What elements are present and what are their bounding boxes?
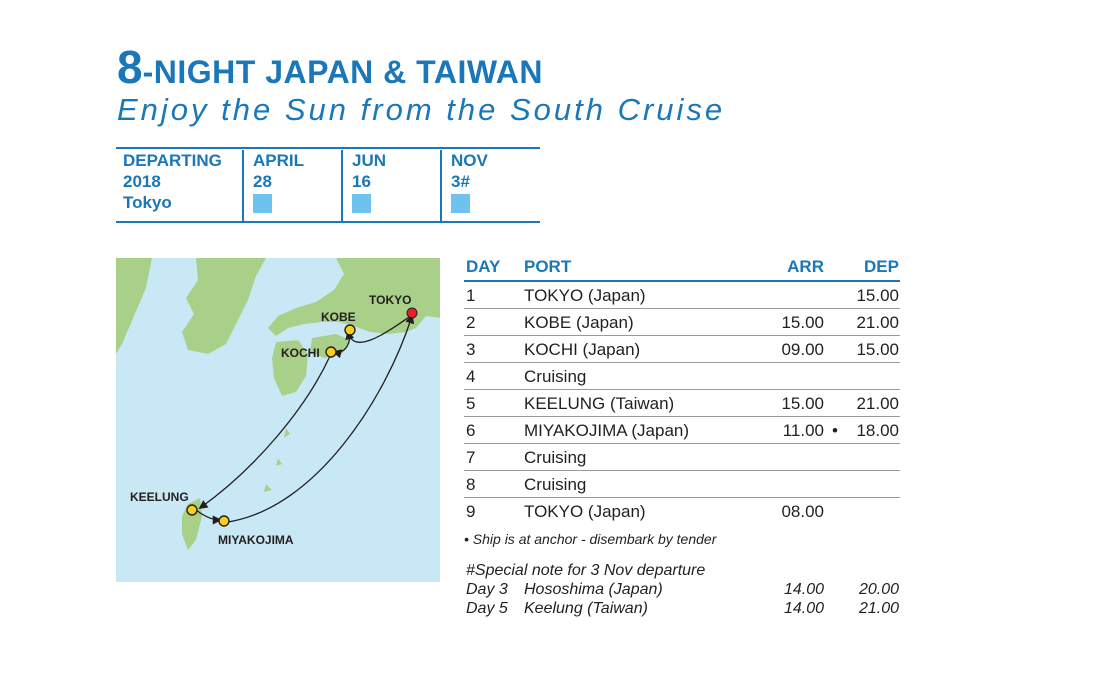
special-arr: 14.00: [783, 600, 824, 617]
row-day: 8: [466, 475, 476, 494]
row-arr: 15.00: [781, 394, 824, 413]
departure-swatch: [253, 194, 272, 213]
departure-day: 16: [352, 172, 371, 191]
row-port: TOKYO (Japan): [524, 502, 646, 521]
port-marker-miyakojima: [219, 516, 229, 526]
table-row: [464, 444, 900, 471]
special-dep: 21.00: [858, 600, 899, 617]
title-nights-number: 8: [117, 41, 143, 93]
departure-month: NOV: [451, 151, 488, 170]
special-note-heading: [464, 562, 900, 581]
departure-swatch: [352, 194, 371, 213]
table-row: [464, 471, 900, 498]
departure-day: 28: [253, 172, 272, 191]
departures-divider: [341, 150, 343, 221]
tender-bullet: •: [832, 421, 838, 440]
departing-label-line3: Tokyo: [123, 193, 172, 212]
departure-month: APRIL: [253, 151, 304, 170]
special-note: [464, 562, 900, 619]
row-port: TOKYO (Japan): [524, 286, 646, 305]
row-arr: 11.00: [782, 421, 824, 440]
special-day: Day 3: [466, 581, 508, 598]
route-map: [116, 258, 440, 582]
header-day: DAY: [466, 257, 501, 276]
row-dep: 15.00: [856, 286, 899, 305]
row-day: 7: [466, 448, 476, 467]
special-note-heading-text: #Special note for 3 Nov departure: [466, 562, 706, 579]
cruise-subtitle: Enjoy the Sun from the South Cruise: [117, 92, 726, 127]
row-day: 4: [466, 367, 476, 386]
departure-date-jun: [352, 150, 386, 213]
special-day: Day 5: [466, 600, 508, 617]
header-dep: DEP: [864, 257, 899, 276]
row-port: KEELUNG (Taiwan): [524, 394, 675, 413]
row-dep: 21.00: [856, 313, 899, 332]
itinerary-header-row: [464, 252, 900, 282]
row-arr: 08.00: [781, 502, 824, 521]
row-dep: 18.00: [856, 421, 899, 440]
row-dep: 15.00: [856, 340, 899, 359]
table-row: [464, 363, 900, 390]
special-note-row: [464, 600, 900, 619]
row-port: MIYAKOJIMA (Japan): [524, 421, 690, 440]
special-note-row: [464, 581, 900, 600]
map-label-miyakojima: MIYAKOJIMA: [218, 533, 294, 547]
itinerary-table: [464, 252, 900, 524]
departures-bottom-rule: [116, 221, 540, 223]
special-port: Hososhima (Japan): [524, 581, 663, 598]
map-label-kobe: KOBE: [321, 310, 356, 324]
map-label-keelung: KEELUNG: [130, 490, 189, 504]
row-port: KOBE (Japan): [524, 313, 634, 332]
row-port: Cruising: [524, 448, 587, 467]
header-port: PORT: [524, 257, 572, 276]
departing-label-line1: DEPARTING: [123, 151, 222, 170]
departure-day: 3#: [451, 172, 470, 191]
table-row: [464, 417, 900, 444]
row-day: 1: [466, 286, 476, 305]
row-port: KOCHI (Japan): [524, 340, 641, 359]
departure-date-nov: [451, 150, 488, 213]
table-row: [464, 309, 900, 336]
departing-label-line2: 2018: [123, 172, 161, 191]
tender-footnote: • Ship is at anchor - disembark by tender: [464, 531, 717, 547]
port-marker-tokyo: [407, 308, 417, 318]
table-row: [464, 498, 900, 524]
departure-swatch: [451, 194, 470, 213]
port-marker-kobe: [345, 325, 355, 335]
row-day: 5: [466, 394, 476, 413]
departure-date-april: [253, 150, 304, 213]
map-label-kochi: KOCHI: [281, 346, 320, 360]
special-port: Keelung (Taiwan): [524, 600, 648, 617]
row-day: 9: [466, 502, 476, 521]
row-port: Cruising: [524, 475, 587, 494]
special-arr: 14.00: [783, 581, 824, 598]
row-port: Cruising: [524, 367, 587, 386]
table-row: [464, 390, 900, 417]
port-marker-keelung: [187, 505, 197, 515]
row-day: 6: [466, 421, 476, 440]
table-row: [464, 336, 900, 363]
port-marker-kochi: [326, 347, 336, 357]
cruise-title: [117, 40, 543, 94]
header-arr: ARR: [787, 257, 824, 276]
row-dep: 21.00: [856, 394, 899, 413]
departures-top-rule: [116, 147, 540, 149]
special-dep: 20.00: [858, 581, 899, 598]
departure-month: JUN: [352, 151, 387, 170]
departures-divider: [242, 150, 244, 221]
departures-divider: [440, 150, 442, 221]
map-label-tokyo: TOKYO: [369, 293, 412, 307]
row-arr: 15.00: [781, 313, 824, 332]
row-day: 2: [466, 313, 476, 332]
title-text: -NIGHT JAPAN & TAIWAN: [142, 54, 543, 90]
row-arr: 09.00: [781, 340, 824, 359]
row-day: 3: [466, 340, 476, 359]
table-row: [464, 282, 900, 309]
departing-label: [123, 150, 222, 213]
